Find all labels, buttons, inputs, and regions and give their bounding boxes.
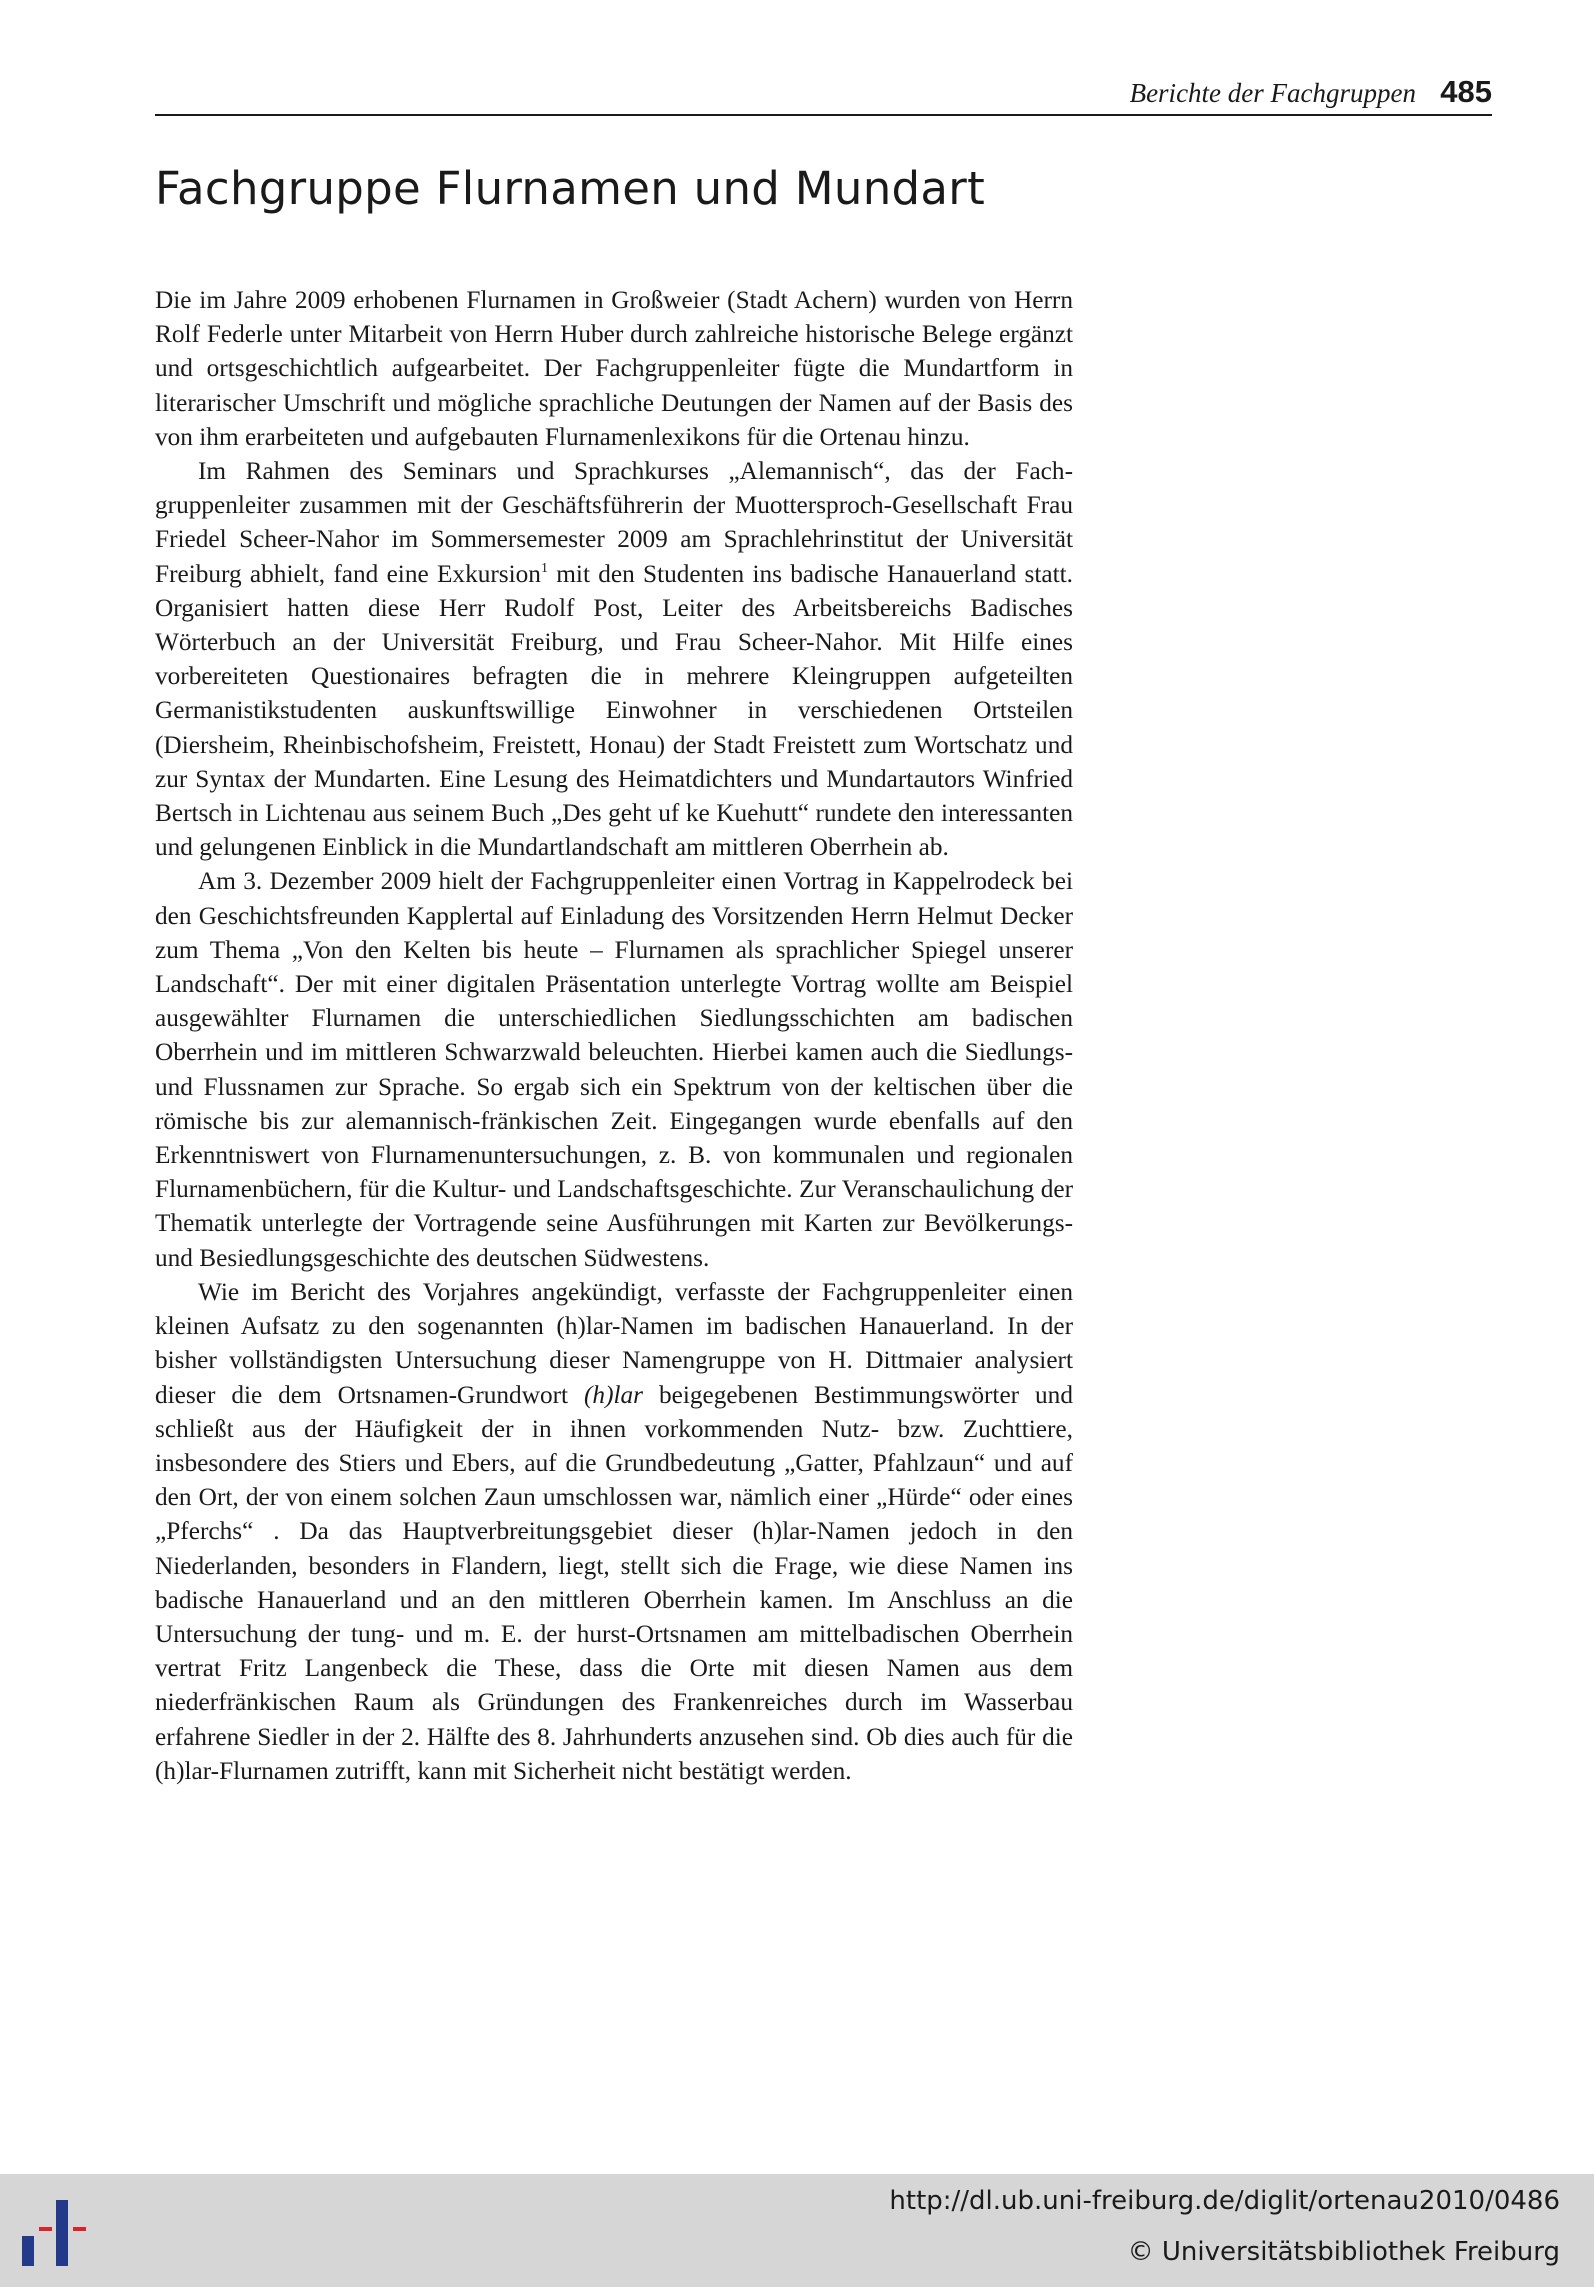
running-title: Berichte der Fachgruppen — [1129, 78, 1416, 108]
paragraph-1: Die im Jahre 2009 erhobenen Flurnamen in Großweier (Stadt Achern) wurden von Herrn Rolf Federle unter Mitarbeit von Herrn Huber durch zahlreiche historische Belege ergänzt und ortsgeschichtlich aufgearbeitet. Der Fachgruppenleiter fügte die Mundartform in literarischer Umschrift und mögliche sprachliche Deutungen der Namen auf der Basis des von ihm erarbeiteten und aufgebauten Flurnamenlexikons für die Ortenau hinzu. — [155, 286, 1073, 451]
page-number: 485 — [1440, 74, 1492, 109]
paragraph-4-text-before: Wie im Bericht des Vorjahres angekündigt, verfasste der Fachgruppenleiter einen kleinen Aufsatz zu den sogenannten (h)lar-Namen im badischen Hanauerland. In der bisher vollständigsten Untersuchung dieser Namengruppe von H. Dittmaier analysiert dieser die dem Ortsnamen-Grundwort — [155, 1277, 1073, 1409]
italic-term: (h)lar — [584, 1380, 644, 1409]
paragraph-4-text-after: beigegebenen Bestimmungswörter und schließt aus der Häufigkeit der in ihnen vorkommenden Nutz- bzw. Zuchttiere, insbesondere des Stiers und Ebers, auf die Grundbedeutung „Gatter, Pfahlzaun“ und auf den Ort, der von einem solchen Zaun umschlossen war, nämlich einer „Hürde“ oder eines „Pferchs“ . Da das Hauptverbreitungsgebiet dieser (h)lar-Namen jedoch in den Niederlanden, besonders in Flandern, liegt, stellt sich die Frage, wie diese Namen ins badische Hanauerland und an den mittleren Oberrhein kamen. Im Anschluss an die Untersuchung der tung- und m. E. der hurst-Ortsnamen am mittelbadischen Oberrhein vertrat Fritz Langenbeck die These, dass die Orte mit diesen Namen aus dem niederfränkischen Raum als Gründungen des Frankenreiches durch im Wasserbau erfahrene Siedler in der 2. Hälfte des 8. Jahrhunderts anzusehen sind. Ob dies auch für die (h)lar-Flurnamen zutrifft, kann mit Sicherheit nicht bestätigt werden. — [155, 1380, 1073, 1785]
logo-bar-right-dash — [73, 2227, 86, 2231]
logo-bar-center — [56, 2200, 68, 2266]
section-title: Fachgruppe Flurnamen und Mundart — [155, 162, 986, 215]
footer-bar — [0, 2174, 1594, 2287]
source-url-link[interactable]: http://dl.ub.uni-freiburg.de/diglit/ortenau2010/0486 — [889, 2186, 1560, 2216]
logo-bar-mid-dash — [39, 2227, 52, 2231]
logo-bar-left — [22, 2236, 34, 2266]
ub-freiburg-logo-icon — [18, 2192, 98, 2272]
paragraph-2-text-after: mit den Studenten ins badische Hanauerland statt. Organisiert hatten diese Herr Rudolf Post, Leiter des Arbeitsbereichs Badisches Wörterbuch an der Universität Freiburg, und Frau Scheer-Nahor. Mit Hilfe eines vorbereiteten Questionaires befragten die in mehrere Kleingruppen aufgeteilten Germanistikstudenten auskunftswillige Einwohner in verschiedenen Ortsteilen (Diersheim, Rheinbischofsheim, Freistett, Honau) der Stadt Freistett zum Wortschatz und zur Syntax der Mundarten. Eine Lesung des Heimatdichters und Mundartautors Winfried Bertsch in Lichtenau aus seinem Buch „Des geht uf ke Kuehutt“ rundete den interessanten und gelungenen Einblick in die Mundartlandschaft am mittleren Oberrhein ab. — [155, 559, 1073, 862]
paragraph-4 — [155, 1275, 1073, 1788]
running-header — [155, 66, 1492, 116]
paragraph-3: Am 3. Dezember 2009 hielt der Fachgruppenleiter einen Vortrag in Kappelrodeck bei den Geschichtsfreunden Kapplertal auf Einladung des Vorsitzenden Herrn Helmut Decker zum Thema „Von den Kelten bis heute – Flurnamen als sprachlicher Spiegel unserer Landschaft“. Der mit einer digitalen Präsentation unterlegte Vortrag wollte am Beispiel ausgewählter Flurnamen die unterschiedlichen Siedlungsschichten am badischen Oberrhein und im mittleren Schwarzwald beleuchten. Hierbei kamen auch die Siedlungs- und Flussnamen zur Sprache. So ergab sich ein Spektrum von der keltischen über die römische bis zur alemannisch-fränkischen Zeit. Eingegangen wurde ebenfalls auf den Erkenntniswert von Flurnamenuntersuchungen, z. B. von kommunalen und regionalen Flurnamenbüchern, für die Kultur- und Landschaftsgeschichte. Zur Veranschaulichung der Thematik unterlegte der Vortragende seine Ausführungen mit Karten zur Bevölkerungs- und Besiedlungsgeschichte des deutschen Südwestens. — [155, 867, 1073, 1272]
article-body — [155, 283, 1073, 1788]
footnote-marker: 1 — [540, 560, 548, 576]
paragraph-2 — [155, 454, 1073, 864]
paragraph-2-text-before: Im Rahmen des Seminars und Sprachkurses „Alemannisch“, das der Fachgruppenleiter zusammen mit der Geschäftsführerin der Muottersproch-Gesellschaft Frau Friedel Scheer-Nahor im Sommersemester 2009 am Sprachlehrinstitut der Universität Freiburg abhielt, fand eine Exkursion — [155, 457, 1073, 588]
copyright-notice: © Universitätsbibliothek Freiburg — [1127, 2237, 1560, 2267]
